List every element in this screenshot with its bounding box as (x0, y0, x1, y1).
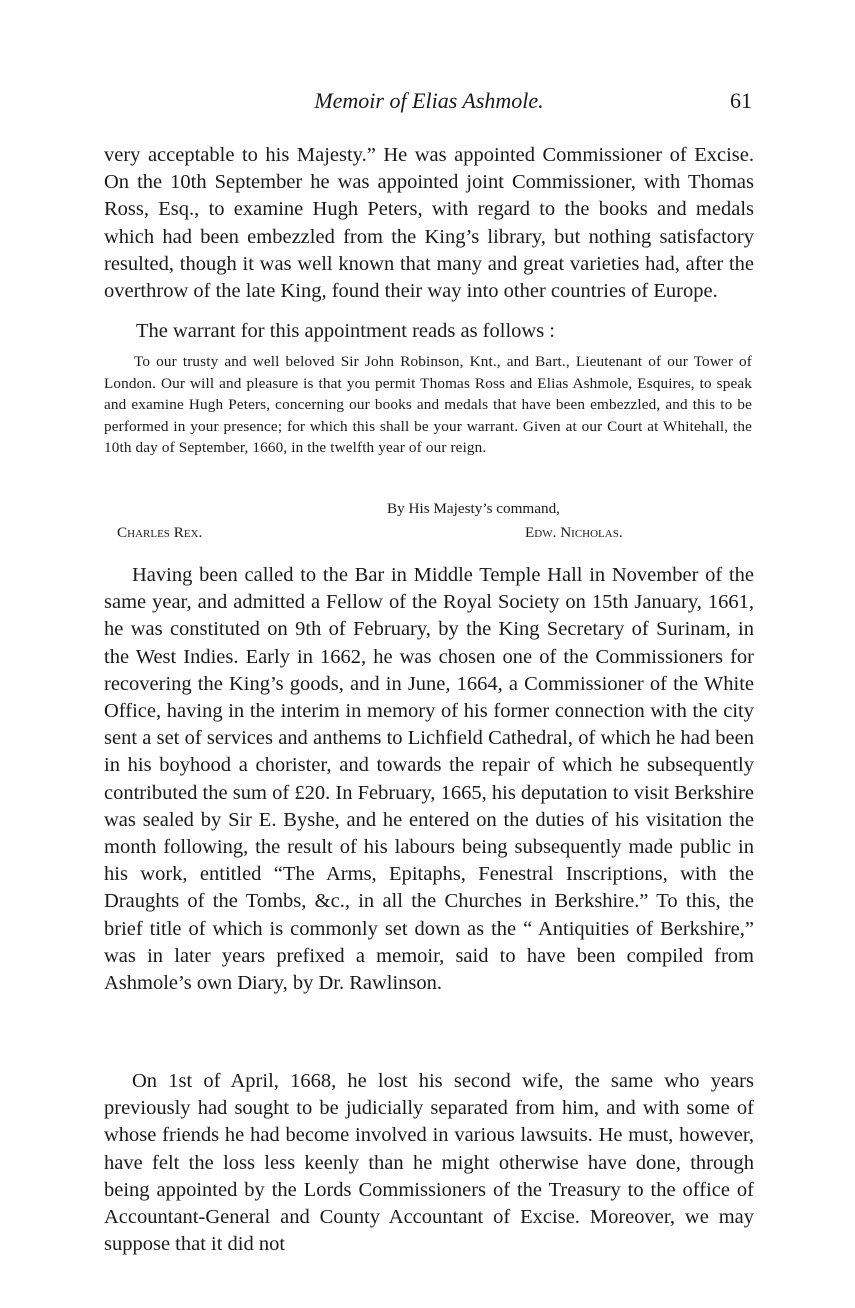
running-title: Memoir of Elias Ashmole. (314, 88, 544, 113)
page-header (104, 88, 754, 118)
paragraph-4: On 1st of April, 1668, he lost his second wife, the same who years previously had sought to be judicially separated from him, and with some of whose friends he had become involved in various lawsuits. He must, however, have felt the loss less keenly than he might otherwise have done, through being appointed by the Lords Commissioners of the Treasury to the office of Accountant-General and County Accountant of Excise. Moreover, we may suppose that it did not (104, 1070, 754, 1256)
page-number: 61 (730, 88, 752, 113)
command-line: By His Majesty’s command, (387, 500, 560, 517)
paragraph-1: very acceptable to his Majesty.” He was appointed Commissioner of Excise. On the 10th September he was appointed joint Commissioner, with Thomas Ross, Esq., to examine Hugh Peters, with regard to the books and medals which had been embezzled from the King’s library, but nothing satisfactory resulted, though it was well known that many and great varieties had, after the overthrow of the late King, found their way into other countries of Europe. (104, 144, 754, 303)
signature-charles-rex: Charles Rex. (117, 524, 203, 541)
paragraph-2: The warrant for this appointment reads as follows : (136, 320, 555, 342)
paragraph-3: Having been called to the Bar in Middle Temple Hall in November of the same year, and admitted a Fellow of the Royal Society on 15th January, 1661, he was constituted on 9th of February, by the King Secretary of Surinam, in the West Indies. Early in 1662, he was chosen one of the Commissioners for recovering the King’s goods, and in June, 1664, a Commissioner of the White Office, having in the interim in memory of his former connection with the city sent a set of services and anthems to Lichfield Cathedral, of which he had been in his boyhood a chorister, and towards the repair of which he subsequently contributed the sum of £20. In February, 1665, his deputation to visit Berkshire was sealed by Sir E. Byshe, and he entered on the duties of his visitation the month following, the result of his labours being subsequently made public in his work, entitled “The Arms, Epitaphs, Fenestral Inscriptions, with the Draughts of the Tombs, &c., in all the Churches in Berkshire.” To this, the brief title of which is commonly set down as the “ Antiquities of Berkshire,” was in later years prefixed a memoir, said to have been compiled from Ashmole’s own Diary, by Dr. Rawlinson. (104, 564, 754, 995)
signature-edw-nicholas: Edw. Nicholas. (525, 524, 623, 541)
warrant-quote: To our trusty and well beloved Sir John Robinson, Knt., and Bart., Lieutenant of our Tower of London. Our will and pleasure is that you permit Thomas Ross and Elias Ashmole, Esquires, to speak and examine Hugh Peters, concerning our books and medals that have been embezzled, and this to be performed in your presence; for which this shall be your warrant. Given at our Court at Whitehall, the 10th day of September, 1660, in the twelfth year of our reign. (104, 353, 752, 457)
